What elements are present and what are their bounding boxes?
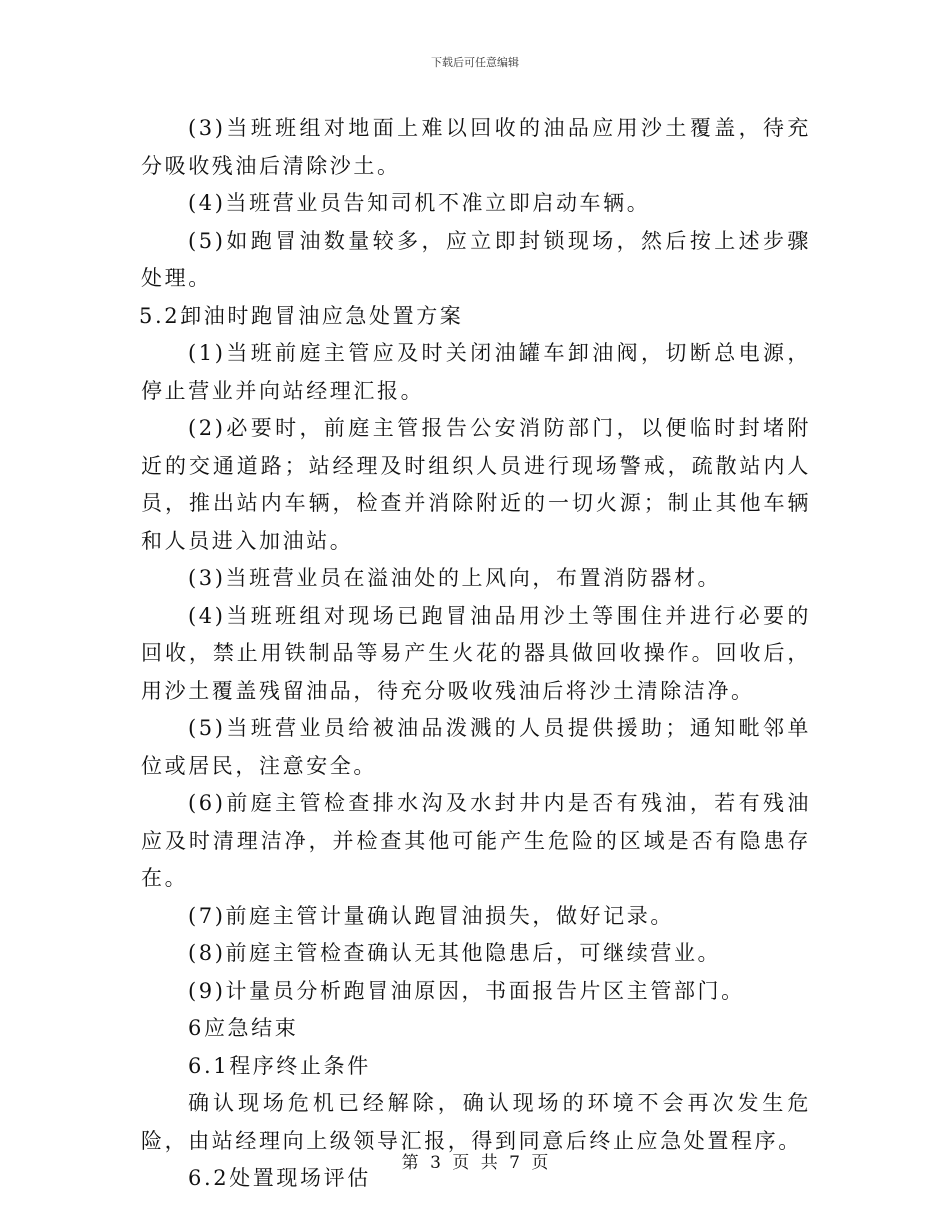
section-heading: 5.2卸油时跑冒油应急处置方案 bbox=[139, 303, 464, 328]
paragraph: (6)前庭主管检查排水沟及水封井内是否有残油，若有残油应及时清理洁净，并检查其他可能产生危险的区域是否有隐患存在。 bbox=[141, 791, 811, 890]
paragraph: (2)必要时，前庭主管报告公安消防部门，以便临时封堵附近的交通道路；站经理及时组织人员进行现场警戒，疏散站内人员，推出站内车辆，检查并消除附近的一切火源；制止其他车辆和人员进入加油站。 bbox=[141, 416, 811, 553]
subsection-heading: 6.1程序终止条件 bbox=[188, 1053, 371, 1078]
paragraph: (4)当班班组对现场已跑冒油品用沙土等围住并进行必要的回收，禁止用铁制品等易产生火花的器具做回收操作。回收后，用沙土覆盖残留油品，待充分吸收残油后将沙土清除洁净。 bbox=[141, 603, 811, 703]
paragraph: (3)当班营业员在溢油处的上风向，布置消防器材。 bbox=[188, 566, 722, 590]
paragraph: 确认现场危机已经解除，确认现场的环境不会再次发生危险，由站经理向上级领导汇报，得到同意后终止应急处置程序。 bbox=[141, 1091, 811, 1153]
document-body bbox=[141, 110, 811, 1198]
section-heading: 6应急结束 bbox=[188, 1016, 299, 1040]
paragraph: (1)当班前庭主管应及时关闭油罐车卸油阀，切断总电源，停止营业并向站经理汇报。 bbox=[141, 341, 811, 403]
paragraph: (4)当班营业员告知司机不准立即启动车辆。 bbox=[188, 191, 651, 215]
paragraph: (3)当班班组对地面上难以回收的油品应用沙土覆盖，待充分吸收残油后清除沙土。 bbox=[141, 116, 811, 178]
paragraph: (9)计量员分析跑冒油原因，书面报告片区主管部门。 bbox=[188, 978, 745, 1003]
page-footer: 第 3 页 共 7 页 bbox=[401, 1153, 549, 1173]
page-header: 下载后可任意编辑 bbox=[431, 56, 519, 69]
paragraph: (8)前庭主管检查确认无其他隐患后，可继续营业。 bbox=[188, 941, 722, 965]
subsection-heading: 6.2处置现场评估 bbox=[188, 1166, 371, 1190]
paragraph: (5)如跑冒油数量较多，应立即封锁现场，然后按上述步骤处理。 bbox=[141, 228, 811, 290]
paragraph: (5)当班营业员给被油品泼溅的人员提供援助；通知毗邻单位或居民，注意安全。 bbox=[141, 716, 811, 778]
paragraph: (7)前庭主管计量确认跑冒油损失，做好记录。 bbox=[188, 903, 674, 928]
